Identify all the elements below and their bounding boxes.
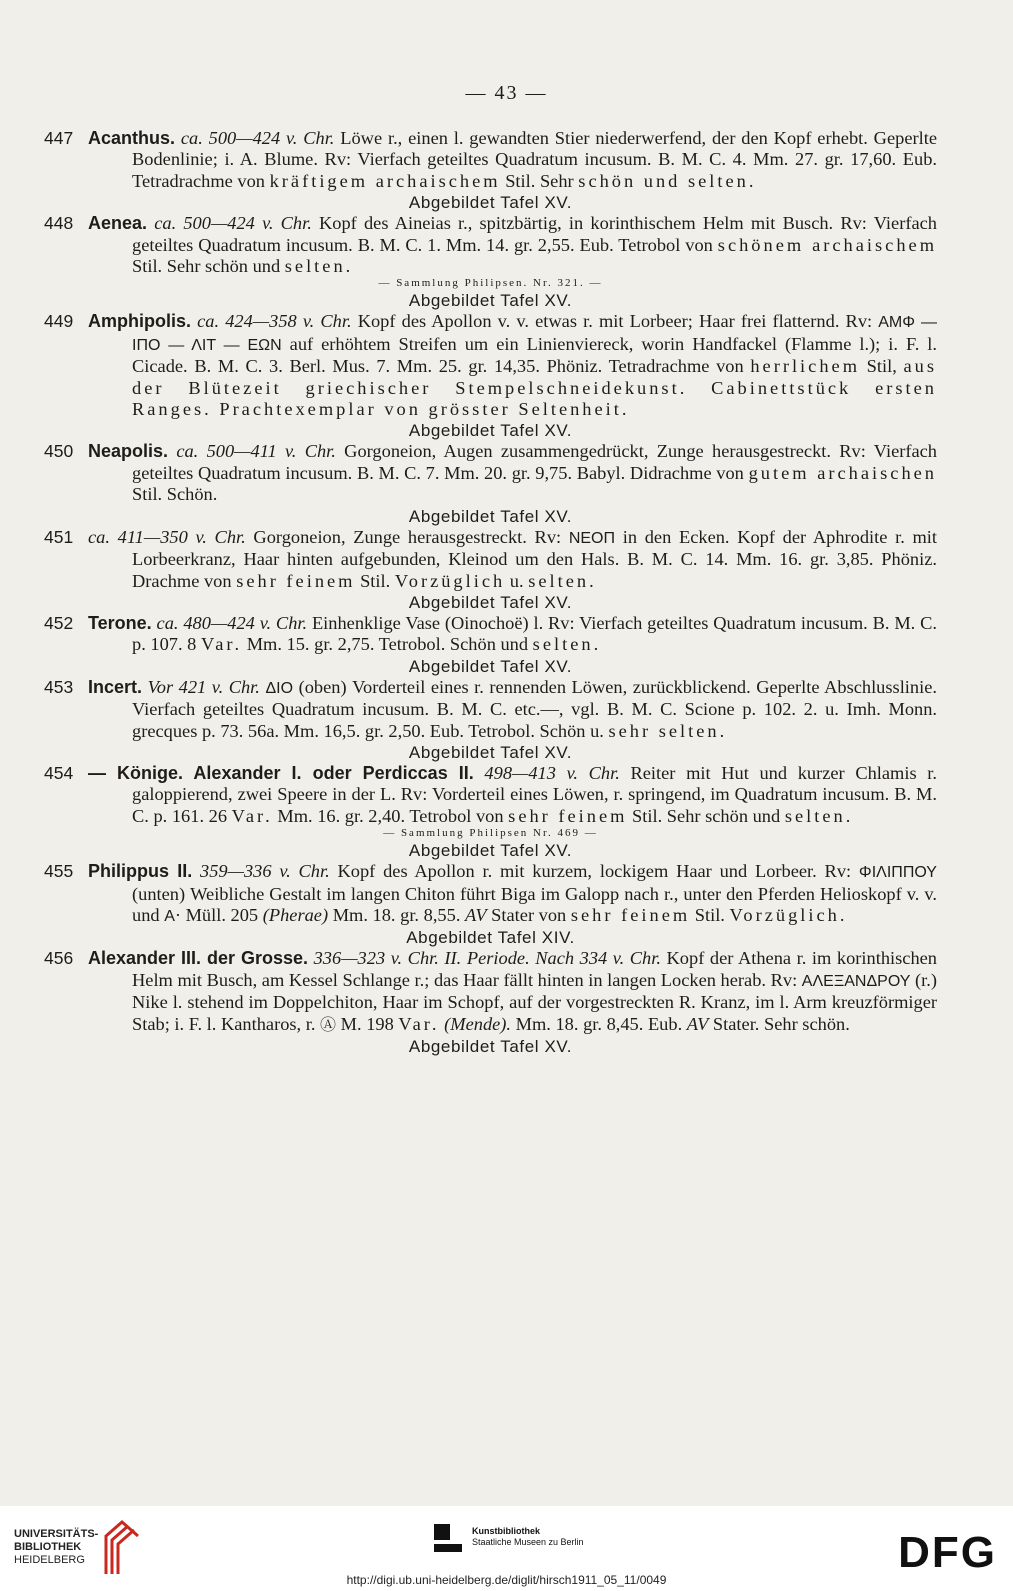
- entry-text: Kopf des Apollon v. v. etwas r. mit Lorbeer; Haar frei flatternd. Rv:: [351, 311, 879, 332]
- entry-emphasis: sehr feinem: [570, 904, 691, 925]
- plate-reference: Abgebildet Tafel XV.: [408, 841, 573, 861]
- entry-date-italic: (Pherae): [262, 904, 329, 925]
- university-library-logo-icon[interactable]: [100, 1514, 144, 1578]
- entry-text: Gorgoneion, Augen zusammengedrückt, Zunge herausgestreckt. Rv: Vierfach geteiltes Quadratum incusum. B. M. C. 7. Mm. 20. gr. 9,75. Babyl. Didrachme von: [132, 441, 937, 483]
- catalog-entry: [44, 213, 937, 311]
- collection-note: — Sammlung Philipsen Nr. 469 —: [383, 827, 598, 840]
- entry-emphasis: Vorzüglich: [394, 570, 506, 591]
- entry-name: Philippus II.: [88, 861, 193, 882]
- entry-emphasis: Var.: [231, 805, 273, 826]
- entry-name: Acanthus.: [88, 128, 176, 148]
- plate-reference: Abgebildet Tafel XV.: [408, 1037, 573, 1056]
- entry-emphasis: sehr feinem: [508, 805, 628, 826]
- entry-number: 452: [44, 612, 74, 633]
- entry-text: (oben) Vorderteil eines r. rennenden Löwen, zurückblickend. Geperlte Abschlusslinie. Vierfach geteiltes Quadratum incusum. B. M. C. etc.—, vgl. B. M. C. Scione p. 102. 2. u. Imh. Monn. grecques p. 73. 56a. Mm. 16,5. gr. 2,50. Eub. Tetrobol. Schön u.: [132, 676, 937, 741]
- entry-text: (r.) Nike l. stehend im Doppelchiton, Haar im Schopf, auf der vorgestreckten R. Kranz, im l. Arm kreuzförmiger Stab; i. F. l. Kantharos, r.: [132, 969, 937, 1034]
- entry-text: Mm. 16. gr. 2,40. Tetrobol von: [272, 805, 509, 826]
- entry-emphasis: selten.: [532, 634, 602, 655]
- kunst-line: Kunstbibliothek: [472, 1526, 540, 1536]
- catalog-entry: [44, 613, 937, 677]
- entry-name: Neapolis.: [88, 441, 169, 462]
- coin-legend: Α: [164, 907, 175, 925]
- plate-reference: Abgebildet Tafel XIV.: [406, 928, 575, 948]
- entry-emphasis: kräftigem archaischem: [269, 170, 501, 191]
- entry-text: Gorgoneion, Zunge herausgestreckt. Rv:: [245, 526, 569, 547]
- entry-text: Einhenklige Vase (Oinochoë) l. Rv: Vierfach geteiltes Quadratum incusum. B. M. C. p. 107. 8: [132, 612, 937, 655]
- entry-text: · Müll. 205: [174, 904, 263, 925]
- coin-legend: ΑΜΦ — ΙΠΟ — ΛΙΤ — ΕΩΝ: [132, 314, 937, 354]
- entry-text: u.: [505, 570, 529, 591]
- entry-date-italic: AV: [465, 904, 487, 925]
- entry-text: Stil. Schön.: [132, 484, 218, 505]
- entry-description: [88, 526, 938, 592]
- entry-text: Mm. 15. gr. 2,75. Tetrobol. Schön und: [242, 634, 533, 655]
- entry-text: M. 198: [336, 1013, 399, 1034]
- entry-text: in den Ecken. Kopf der Aphrodite r. mit Lorbeerkranz, Haar hinten aufgebunden, Kleinod um den Hals. B. M. C. 14. Mm. 16. gr. 3,85. Phöniz. Drachme von: [132, 526, 938, 591]
- catalog-entry: [44, 441, 937, 526]
- entry-emphasis: sehr feinem: [236, 570, 356, 591]
- entry-emphasis: selten.: [528, 570, 597, 591]
- entry-emphasis: aus der Blütezeit griechischer Stempelschneidekunst. Cabinettstück ersten Ranges. Prachtexemplar von grösster Seltenheit.: [132, 356, 937, 420]
- entry-emphasis: Vorzüglich.: [729, 904, 848, 925]
- entry-name: Alexander III. der Grosse.: [88, 948, 309, 969]
- entry-date-italic: ca. 480—424 v. Chr.: [156, 612, 308, 633]
- entry-description: [88, 213, 937, 277]
- plate-reference: Abgebildet Tafel XV.: [408, 592, 573, 612]
- library-line: UNIVERSITÄTS-: [14, 1528, 99, 1540]
- entry-emphasis: gutem archaischen: [748, 462, 937, 483]
- catalog-entry: [44, 527, 937, 613]
- catalog-entry: [44, 677, 937, 763]
- entry-text: Löwe r., einen l. gewandten Stier niederwerfend, der den Kopf erhebt. Geperlte Bodenlinie; i. A. Blume. Rv: Vierfach geteiltes Quadratum incusum. B. M. C. 4. Mm. 27. gr. 17,60. Eub. Tetradrachme von: [132, 128, 937, 191]
- kunstbibliothek-logo-icon[interactable]: [430, 1522, 464, 1556]
- entry-description: [88, 128, 937, 192]
- entry-text: Kopf des Aineias r., spitzbärtig, in korinthischem Helm mit Busch. Rv: Vierfach geteiltes Quadratum incusum. B. M. C. 1. Mm. 14. gr. 2,55. Eub. Tetrobol von: [132, 213, 937, 255]
- coin-legend: ΑΛΕΞΑΝΔΡΟΥ: [801, 972, 911, 990]
- entry-text: Mm. 18. gr. 8,55.: [328, 904, 466, 925]
- plate-reference: Abgebildet Tafel XV.: [408, 742, 573, 762]
- dfg-logo[interactable]: DFG: [898, 1528, 997, 1577]
- catalog-entry: [44, 128, 937, 213]
- catalog-entry: [44, 948, 937, 1057]
- entry-number: 449: [44, 311, 74, 332]
- entry-date-italic: Vor 421 v. Chr.: [147, 676, 260, 697]
- entry-date-italic: (Mende).: [444, 1013, 512, 1034]
- entry-number: 455: [44, 861, 74, 882]
- plate-reference: Abgebildet Tafel XV.: [408, 193, 573, 213]
- entry-name: Aenea.: [88, 213, 148, 234]
- entry-date-italic: 498—413 v. Chr.: [484, 762, 620, 783]
- plate-reference: Abgebildet Tafel XV.: [408, 506, 573, 526]
- entry-date-italic: ca. 500—424 v. Chr.: [180, 128, 335, 148]
- page-url[interactable]: http://digi.ub.uni-heidelberg.de/diglit/hirsch1911_05_11/0049: [346, 1573, 667, 1587]
- coin-legend: ΔΙΟ: [265, 679, 294, 697]
- collection-note: — Sammlung Philipsen. Nr. 321. —: [378, 277, 603, 290]
- entry-emphasis: selten.: [784, 805, 854, 826]
- page-number: — 43 —: [465, 82, 548, 104]
- entry-text: Stil,: [860, 356, 904, 377]
- university-library-name[interactable]: [14, 1528, 98, 1567]
- entry-name: Terone.: [88, 612, 152, 633]
- entry-description: [88, 676, 937, 742]
- entry-number: 450: [44, 441, 74, 462]
- entry-description: [88, 311, 937, 420]
- entry-text: Stil. Sehr schön und: [627, 805, 785, 826]
- entry-text: (unten) Weibliche Gestalt im langen Chiton führt Biga im Galopp nach r., unter den Pferden Helioskopf v. v. und: [132, 883, 937, 925]
- entry-description: [88, 441, 937, 505]
- entry-emphasis: Var.: [398, 1013, 440, 1034]
- kunst-line: Staatliche Museen zu Berlin: [472, 1537, 584, 1547]
- entry-name: Incert.: [88, 676, 143, 697]
- entry-text: Stil.: [690, 904, 730, 925]
- entry-description: [88, 861, 937, 927]
- entry-text: Stil. Sehr schön und: [132, 256, 285, 277]
- entry-description: [88, 612, 937, 656]
- entry-text: auf erhöhtem Streifen um ein Linienviereck, worin Handfackel (Flamme l.); i. F. l. Cicade. B. M. C. 3. Berl. Mus. 7. Mm. 25. gr. 14,35. Phöniz. Tetradrachme von: [132, 333, 937, 377]
- coin-legend: ΦΙΛΙΠΠΟΥ: [858, 864, 937, 882]
- entry-number: 448: [44, 213, 74, 234]
- entry-text: Mm. 18. gr. 8,45. Eub.: [511, 1013, 687, 1034]
- entry-text: Reiter mit Hut und kurzer Chlamis r. galoppierend, zwei Speere in der L. Rv: Vorderteil eines Löwen, r. springend, im Quadratum incusum. B. M. C. p. 161. 26: [132, 762, 937, 826]
- entry-date-italic: 359—336 v. Chr.: [200, 861, 330, 882]
- entry-date-italic: 336—323 v. Chr. II. Periode. Nach 334 v. Chr.: [313, 948, 661, 969]
- entry-emphasis: sehr selten.: [608, 720, 728, 741]
- entry-emphasis: selten.: [284, 256, 354, 277]
- catalog-entry: [44, 763, 937, 861]
- entry-text: Stater von: [486, 904, 571, 925]
- coin-legend: ΝΕΟΠ: [568, 529, 616, 547]
- entry-number: 447: [44, 128, 74, 148]
- entry-date-italic: ca. 411—350 v. Chr.: [88, 526, 246, 547]
- entry-text: Kopf der Athena r. im korinthischen Helm mit Busch, am Kessel Schlange r.; das Haar fällt hinten in langen Locken herab. Rv:: [132, 948, 938, 990]
- entry-number: 454: [44, 762, 74, 783]
- entry-text: Kopf des Apollon r. mit kurzem, lockigem Haar und Lorbeer. Rv:: [329, 861, 859, 882]
- entry-number: 453: [44, 676, 74, 697]
- entry-text: Stater. Sehr schön.: [708, 1013, 850, 1034]
- plate-reference: Abgebildet Tafel XV.: [408, 656, 573, 676]
- catalog-entry: [44, 861, 937, 948]
- entry-name: — Könige. Alexander I. oder Perdiccas II.: [88, 762, 474, 783]
- entry-emphasis: herrlichem: [750, 356, 860, 377]
- entry-text: Stil. Sehr: [500, 170, 579, 191]
- entry-date-italic: ca. 424—358 v. Chr.: [197, 311, 352, 332]
- entry-description: [88, 948, 938, 1036]
- kunstbibliothek-name[interactable]: [472, 1526, 584, 1548]
- entry-description: [88, 762, 937, 827]
- entry-name: Amphipolis.: [88, 311, 191, 332]
- entry-date-italic: AV: [686, 1013, 709, 1034]
- entry-date-italic: ca. 500—411 v. Chr.: [176, 441, 336, 462]
- entry-emphasis: schönem archaischem: [717, 234, 937, 255]
- plate-reference: Abgebildet Tafel XV.: [408, 291, 573, 311]
- entry-text: Stil.: [355, 570, 395, 591]
- entry-number: 451: [44, 526, 74, 547]
- footer-bar: [0, 1506, 1013, 1591]
- entry-emphasis: schön und selten.: [578, 170, 757, 191]
- entry-number: 456: [44, 948, 74, 969]
- library-line: HEIDELBERG: [14, 1554, 85, 1566]
- entry-date-italic: ca. 500—424 v. Chr.: [154, 213, 312, 234]
- catalog-entry: [44, 311, 937, 441]
- library-line: BIBLIOTHEK: [14, 1541, 82, 1553]
- entry-emphasis: Var.: [200, 634, 243, 655]
- plate-reference: Abgebildet Tafel XV.: [408, 421, 573, 441]
- catalog-entries: [44, 128, 937, 1057]
- coin-legend: Ⓐ: [320, 1016, 337, 1034]
